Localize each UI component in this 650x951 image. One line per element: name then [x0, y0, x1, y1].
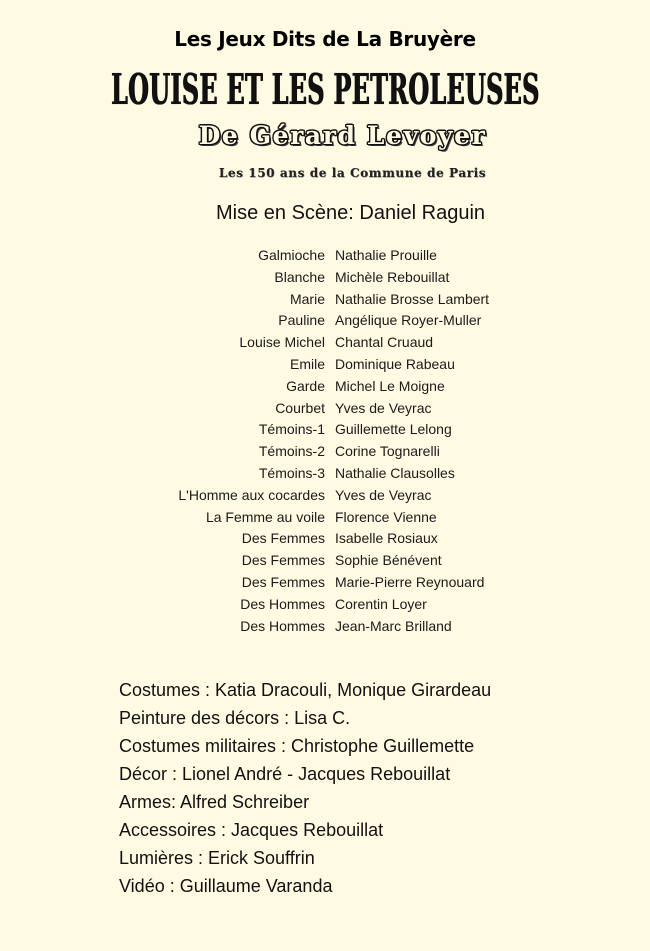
cast-actor: Michèle Rebouillat: [335, 268, 450, 285]
cast-row: [0, 246, 650, 268]
cast-row: [0, 551, 650, 573]
play-title-text: LOUISE ET LES PETROLEUSES: [110, 65, 540, 115]
cast-role: Des Femmes: [241, 573, 325, 590]
cast-row: [0, 508, 650, 530]
cast-role: Galmioche: [258, 247, 325, 263]
cast-role: Témoins-1: [258, 421, 325, 438]
cast-actor: Jean-Marc Brilland: [335, 617, 452, 634]
cast-list: [0, 246, 650, 638]
cast-actor: Dominique Rabeau: [335, 355, 455, 372]
cast-role: Courbet: [275, 399, 325, 416]
cast-actor: Michel Le Moigne: [335, 377, 445, 394]
cast-role: Garde: [286, 377, 325, 394]
cast-row: [0, 486, 650, 508]
cast-row: [0, 442, 650, 464]
cast-role: Marie: [289, 290, 325, 307]
cast-actor: Nathalie Clausolles: [335, 464, 455, 481]
cast-actor: Yves de Veyrac: [335, 486, 432, 503]
credit-line: Décor : Lionel André - Jacques Rebouillat: [119, 764, 451, 784]
cast-role: L'Homme aux cocardes: [178, 486, 325, 503]
credit-line: Peinture des décors : Lisa C.: [119, 708, 351, 728]
cast-role: La Femme au voile: [205, 508, 325, 525]
play-title: [0, 62, 650, 118]
credit-line: Costumes : Katia Dracouli, Monique Girardeau: [119, 680, 492, 700]
cast-actor: Nathalie Prouille: [335, 247, 437, 263]
subtitle: Les 150 ans de la Commune de Paris: [218, 166, 487, 180]
credit-line: Costumes militaires : Christophe Guillemette: [119, 736, 475, 756]
cast-role: Des Hommes: [240, 595, 325, 612]
cast-role: Blanche: [274, 268, 325, 285]
credit-line: Accessoires : Jacques Rebouillat: [119, 820, 384, 840]
cast-row: [0, 529, 650, 551]
cast-role: Des Hommes: [240, 617, 325, 634]
cast-role: Témoins-3: [258, 464, 325, 481]
cast-role: Des Femmes: [241, 552, 325, 569]
cast-row: [0, 399, 650, 421]
cast-actor: Yves de Veyrac: [335, 399, 432, 416]
cast-actor: Guillemette Lelong: [335, 421, 452, 438]
cast-actor: Florence Vienne: [335, 508, 437, 525]
cast-role: Pauline: [278, 312, 325, 329]
cast-row: [0, 311, 650, 333]
cast-role: Témoins-2: [258, 443, 325, 460]
cast-actor: Marie-Pierre Reynouard: [335, 573, 485, 590]
credit-line: Lumières : Erick Souffrin: [119, 848, 315, 868]
cast-row: [0, 268, 650, 290]
cast-role: Des Femmes: [241, 530, 325, 547]
cast-row: [0, 355, 650, 377]
cast-row: [0, 290, 650, 312]
cast-actor: Corentin Loyer: [335, 595, 427, 612]
cast-row: [0, 595, 650, 617]
cast-row: [0, 420, 650, 442]
cast-actor: Isabelle Rosiaux: [335, 530, 438, 547]
cast-row: [0, 464, 650, 486]
cast-actor: Nathalie Brosse Lambert: [335, 290, 490, 307]
cast-role: Emile: [289, 355, 325, 372]
cast-row: [0, 333, 650, 355]
cast-actor: Chantal Cruaud: [335, 334, 434, 351]
author-line: De Gérard Levoyer: [198, 121, 487, 150]
cast-role: Louise Michel: [239, 334, 325, 351]
cast-actor: Sophie Bénévent: [335, 552, 442, 569]
cast-actor: Angélique Royer-Muller: [335, 312, 482, 329]
director-line: Mise en Scène: Daniel Raguin: [216, 202, 486, 224]
credit-line: Armes: Alfred Schreiber: [119, 792, 310, 812]
credit-line: Vidéo : Guillaume Varanda: [119, 876, 333, 896]
cast-actor: Corine Tognarelli: [335, 443, 440, 460]
company-name: Les Jeux Dits de La Bruyère: [174, 27, 476, 51]
cast-row: [0, 573, 650, 595]
cast-row: [0, 617, 650, 639]
cast-row: [0, 377, 650, 399]
crew-credits: [119, 676, 491, 900]
